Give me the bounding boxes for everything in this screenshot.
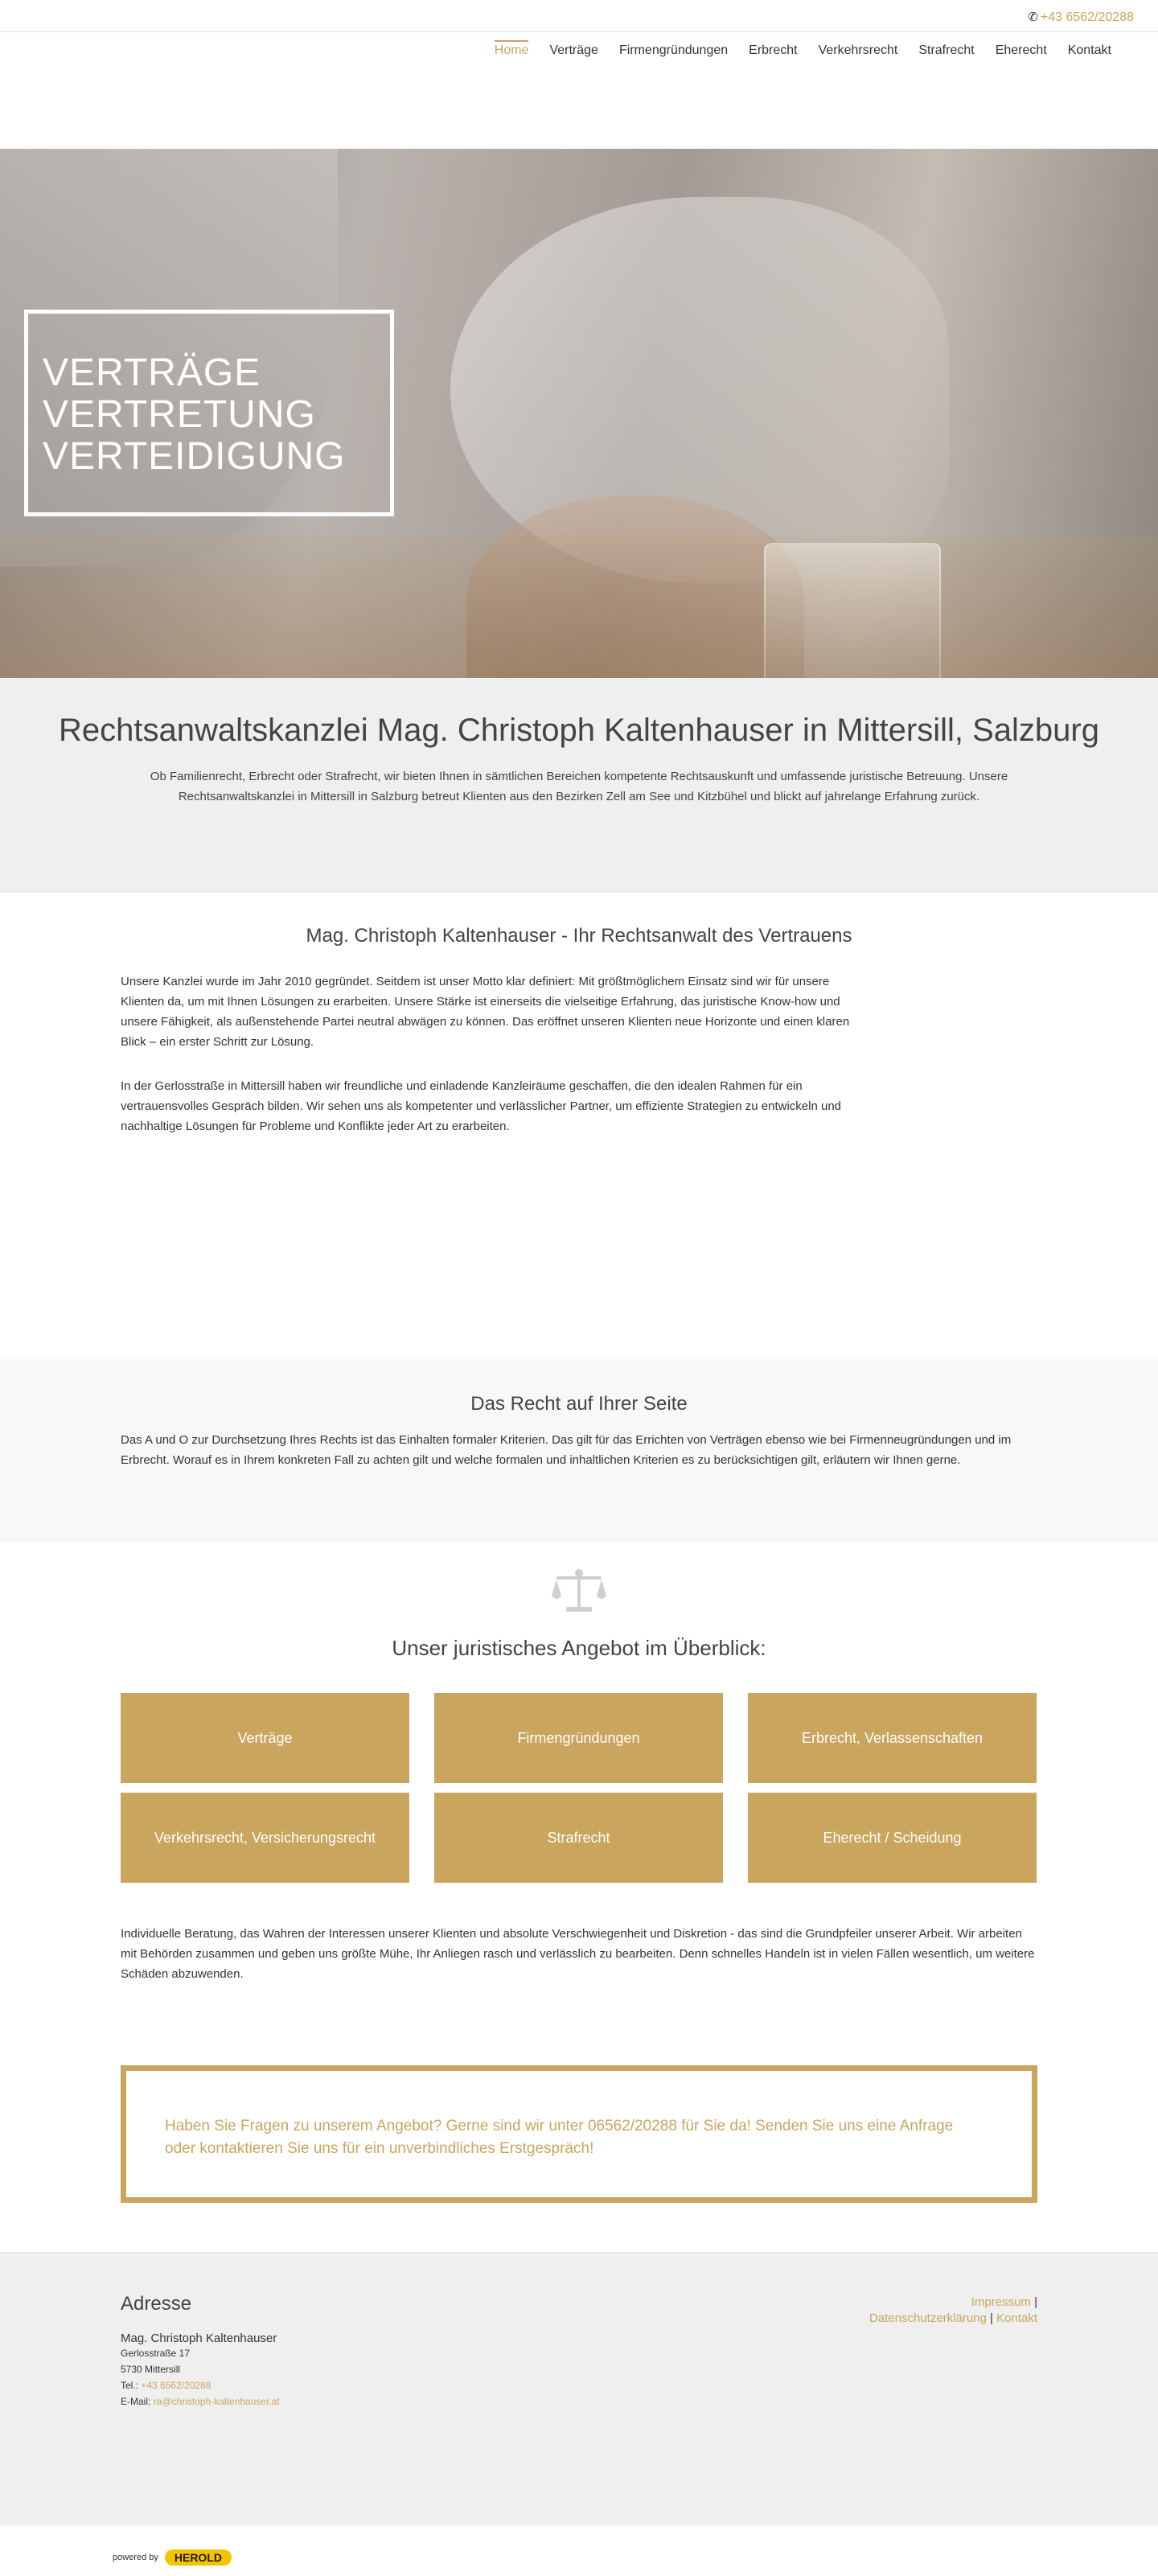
- nav-item-vertraege[interactable]: Verträge: [549, 43, 598, 57]
- nav-item-strafrecht[interactable]: Strafrecht: [918, 43, 975, 57]
- kontakt-link[interactable]: Kontakt: [996, 2311, 1037, 2325]
- beratung-text: Individuelle Beratung, das Wahren der Interessen unserer Klienten und absolute Verschwiegenheit und Diskretion - das sind die Grundpfeiler unserer Arbeit. Wir arbeiten mit Behörden zusammen und geben uns größte Mühe, Ihr Anliegen rasch und verlässlich zu bearbeiten. Denn schnelles Handeln ist in vielen Fällen wesentlich, um weitere Schäden abzuwenden.: [121, 1927, 1035, 1981]
- hero-text-box: [24, 310, 394, 516]
- main-nav: [495, 43, 1111, 61]
- cta-text: Haben Sie Fragen zu unserem Angebot? Gerne sind wir unter 06562/20288 für Sie da! Senden Sie uns eine Anfrage oder kontaktieren Sie uns für ein unverbindliches Erstgespräch!: [165, 2118, 954, 2157]
- impressum-link[interactable]: Impressum: [971, 2295, 1031, 2309]
- recht-text: Das A und O zur Durchsetzung Ihres Rechts ist das Einhalten formaler Kriterien. Das gilt für das Errichten von Verträgen ebenso wie bei Firmenneugründungen und im Erbrecht. Worauf es in Ihrem konkreten Fall zu achten gilt und welche formalen und inhaltlichen Kriterien es zu berücksichtigen gilt, erläutern wir Ihnen gerne.: [121, 1433, 1012, 1467]
- top-phone[interactable]: [1028, 10, 1134, 25]
- footer-separator-2: |: [990, 2311, 993, 2325]
- tile-eherecht[interactable]: Eherecht / Scheidung: [748, 1793, 1037, 1883]
- hero-line-2: VERTRETUNG: [43, 393, 316, 436]
- footer-email: [121, 2393, 280, 2410]
- phone-icon: ✆: [1028, 10, 1038, 24]
- footer-address: [121, 2293, 280, 2410]
- tile-verkehrsrecht[interactable]: Verkehrsrecht, Versicherungsrecht: [121, 1793, 409, 1883]
- footer-heading: Adresse: [121, 2293, 192, 2315]
- footer-city: 5730 Mittersill: [121, 2364, 181, 2375]
- footer-tel: [121, 2377, 280, 2393]
- nav-item-eherecht[interactable]: Eherecht: [995, 43, 1047, 57]
- nav-item-kontakt[interactable]: Kontakt: [1067, 43, 1111, 57]
- footer-separator-1: |: [1034, 2295, 1037, 2309]
- about-title: Mag. Christoph Kaltenhauser - Ihr Rechtsanwalt des Vertrauens: [306, 925, 852, 947]
- herold-logo[interactable]: HEROLD: [165, 2549, 232, 2566]
- angebot-title: Unser juristisches Angebot im Überblick:: [392, 1636, 766, 1660]
- recht-title: Das Recht auf Ihrer Seite: [470, 1393, 688, 1415]
- nav-item-verkehrsrecht[interactable]: Verkehrsrecht: [818, 43, 898, 57]
- scale-icon: [552, 1568, 606, 1613]
- nav-item-firmengruendungen[interactable]: Firmengründungen: [618, 43, 729, 57]
- footer: [0, 2252, 1158, 2525]
- intro-text: Ob Familienrecht, Erbrecht oder Strafrecht, wir bieten Ihnen in sämtlichen Bereichen kompetente Rechtsauskunft und umfassende juristische Betreuung. Unsere Rechtsanwaltskanzlei in Mittersill in Salzburg betreut Klienten aus den Bezirken Zell am See und Kitzbühel und blickt auf jahrelange Erfahrung zurück.: [150, 770, 1008, 803]
- tile-vertraege[interactable]: Verträge: [121, 1693, 409, 1783]
- powered-by[interactable]: [113, 2549, 232, 2566]
- hero-line-3: VERTEIDIGUNG: [43, 435, 346, 478]
- tile-firmengruendungen[interactable]: Firmengründungen: [434, 1693, 723, 1783]
- service-tiles: [121, 1693, 1037, 1883]
- hero-line-1: VERTRÄGE: [43, 351, 261, 394]
- hero-banner: [0, 149, 1158, 678]
- intro-section: [0, 678, 1158, 893]
- datenschutz-link[interactable]: Datenschutzerklärung: [868, 2311, 987, 2325]
- tile-strafrecht[interactable]: Strafrecht: [434, 1793, 723, 1883]
- footer-tel-link[interactable]: +43 6562/20288: [141, 2380, 211, 2391]
- powered-label: powered by: [113, 2553, 158, 2562]
- about-paragraph-1: Unsere Kanzlei wurde im Jahr 2010 gegründet. Seitdem ist unser Motto klar definiert: Mit größtmöglichem Einsatz sind wir für unsere Klienten da, um mit Ihnen Lösungen zu erarbeiten. Unsere Stärke ist einerseits die vielseitige Erfahrung, das juristische Know-how und unsere Fähigkeit, als außenstehende Partei neutral abwägen zu können. Das eröffnet unseren Klienten neue Horizonte und einen klaren Blick – ein erster Schritt zur Lösung.: [121, 975, 850, 1049]
- cta-box: [121, 2065, 1037, 2203]
- top-phone-number[interactable]: +43 6562/20288: [1040, 10, 1134, 24]
- recht-section: [0, 1359, 1158, 1543]
- powered-bar: [0, 2525, 1158, 2576]
- tile-erbrecht[interactable]: Erbrecht, Verlassenschaften: [748, 1693, 1037, 1783]
- nav-item-erbrecht[interactable]: Erbrecht: [749, 43, 798, 57]
- page-title: Rechtsanwaltskanzlei Mag. Christoph Kaltenhauser in Mittersill, Salzburg: [59, 713, 1099, 748]
- nav-item-home[interactable]: Home: [495, 40, 529, 61]
- footer-email-link[interactable]: ra@christoph-kaltenhauser.at: [153, 2396, 280, 2407]
- hero-photo-table: [0, 535, 1158, 678]
- footer-links: [869, 2295, 1037, 2327]
- top-bar: [0, 0, 1158, 32]
- footer-name: Mag. Christoph Kaltenhauser: [121, 2332, 277, 2345]
- about-paragraph-2: In der Gerlosstraße in Mittersill haben wir freundliche und einladende Kanzleiräume geschaffen, die den idealen Rahmen für ein vertrauensvolles Gespräch bilden. Wir sehen uns als kompetenter und verlässlicher Partner, um effiziente Strategien zu entwickeln und nachhaltige Lösungen für Probleme und Konflikte jeder Art zu erarbeiten.: [121, 1079, 842, 1133]
- footer-tel-label: Tel.:: [121, 2380, 139, 2391]
- footer-email-label: E-Mail:: [121, 2396, 151, 2407]
- footer-street: Gerlosstraße 17: [121, 2348, 191, 2359]
- about-section: [121, 893, 868, 1136]
